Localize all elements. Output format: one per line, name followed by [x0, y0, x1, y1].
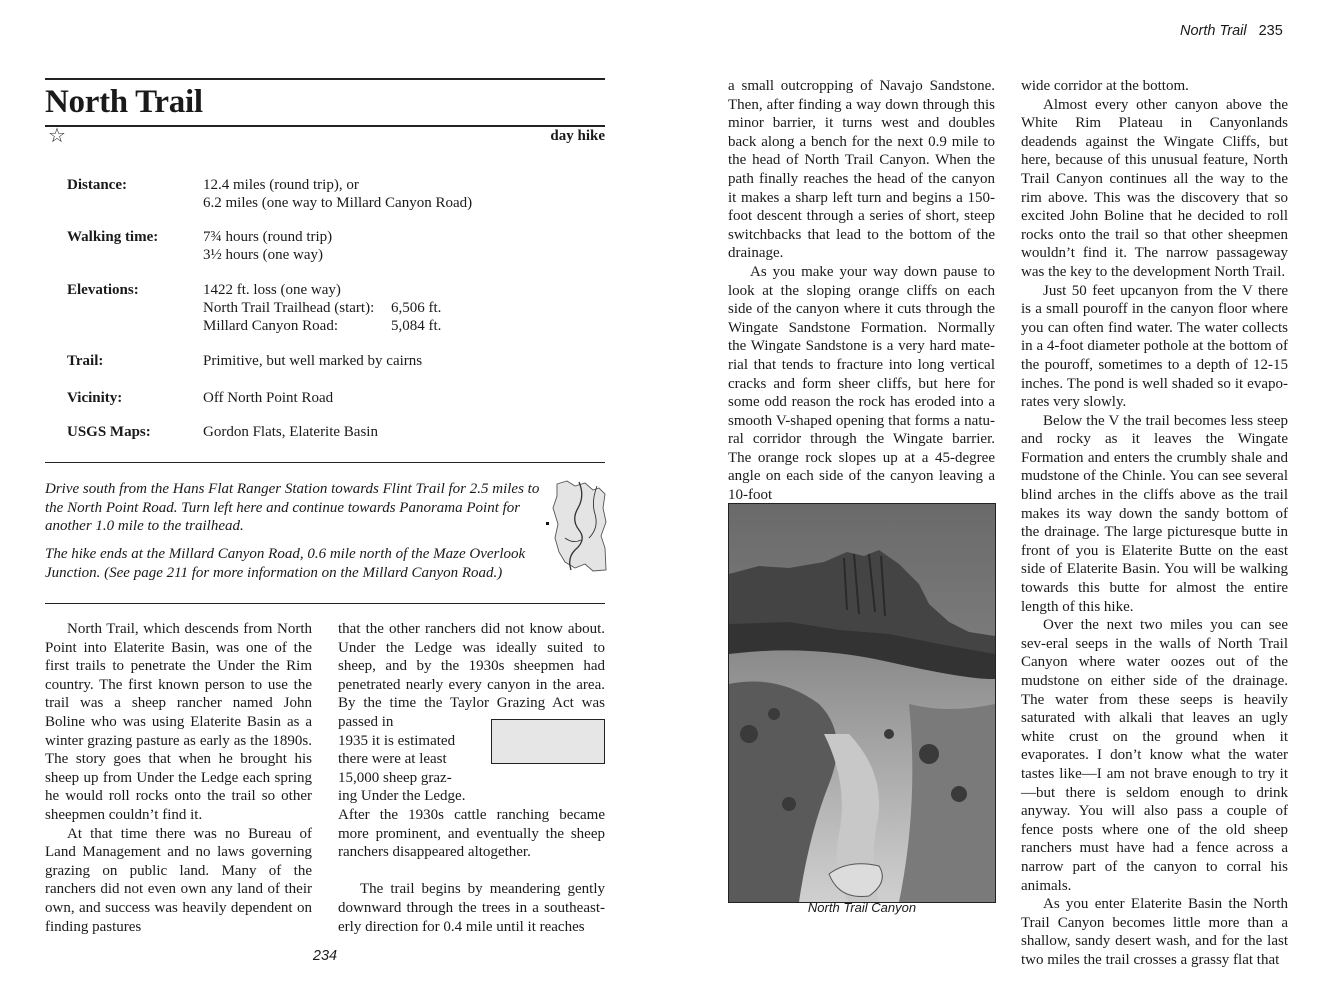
- running-header: [1180, 23, 1283, 39]
- text-line: 1935 it is estimated: [338, 732, 456, 749]
- rating-star-icon: ☆: [48, 125, 66, 147]
- stat-value: Millard Canyon Road:: [203, 318, 338, 334]
- stat-value: 3½ hours (one way): [203, 247, 323, 263]
- stat-label-vicinity: Vicinity:: [67, 390, 123, 406]
- stat-value: 12.4 miles (round trip), or: [203, 177, 359, 193]
- paragraph: Just 50 feet upcanyon from the V there is a small pouroff in the canyon floor where you can often find water. The water collects in a 4-foot diameter pothole at the bottom of the pouroff, sometimes to a depth of 12-15 inches. The pond is well shaded so it evapo-rates very slowly.: [1021, 282, 1288, 411]
- inset-placeholder-box: [491, 719, 605, 764]
- photo-caption: North Trail Canyon: [807, 900, 917, 915]
- body-column-2: [338, 620, 605, 936]
- title-bottom-rule: [45, 125, 605, 127]
- paragraph: Almost every other canyon above the White Rim Plateau in Canyonlands deadends against the Wingate Cliffs, but here, because of this unusual feature, North Trail Canyon continues all the way to the rim above. This was the discovery that so excited John Boline that he decided to roll rocks onto the trail so that other sheepmen wouldn’t find it. The narrow passageway was the key to the development North Trail.: [1021, 96, 1288, 280]
- body-column-3: [728, 77, 995, 505]
- paragraph: wide corridor at the bottom.: [1021, 78, 1189, 94]
- paragraph: The trail begins by meandering gently downward through the trees in a southeast-erly direction for 0.4 mile until it reaches: [338, 881, 605, 935]
- body-column-4: [1021, 77, 1288, 970]
- stat-value: 6.2 miles (one way to Millard Canyon Road): [203, 195, 473, 211]
- stat-value: 1422 ft. loss (one way): [203, 282, 341, 298]
- locator-map-icon: [545, 478, 607, 573]
- paragraph: As you make your way down pause to look at the sloping orange cliffs on each side of the canyon where it cuts through the Wingate Sandstone Formation. Normally the Wingate Sandstone is a very hard mate-rial that tends to fracture into long vertical cracks and form sheer cliffs, but here for some odd reason the rock has eroded into a smooth V-shaped opening that forms a natu-ral corridor through the Wingate barrier. The orange rock slopes up at a 45-degree angle on each side of the canyon leaving a 10-foot: [728, 263, 995, 504]
- stat-value: Off North Point Road: [203, 390, 334, 406]
- stat-label-usgs-maps: USGS Maps:: [67, 424, 151, 440]
- directions-rule: [45, 603, 605, 604]
- paragraph: a small outcropping of Navajo Sandstone. Then, after finding a way down through this minor barrier, it turns west and doubles back along a bench for the next 0.9 mile to the head of North Trail Canyon. When the path finally reaches the head of the canyon it makes a sharp left turn and begins a 150-foot descent through a series of short, steep switchbacks that lead to the bottom of the drainage.: [728, 78, 995, 262]
- paragraph: that the other ranchers did not know about. Under the Ledge was ideally suited to sheep, and by the 1930s sheepmen had penetrated nearly every canyon in the area. By the time the Taylor Grazing Act was passed in: [338, 621, 605, 730]
- text-line: ing Under the Ledge.: [338, 788, 466, 805]
- paragraph: Below the V the trail becomes less steep and rocky as it leaves the Wingate Formation and enters the crumbly shale and mudstone of the Chinle. You can see several blind arches in the cliffs above as the trail makes its way down the sandy bottom of the drainage. The large picturesque butte in front of you is Elaterite Butte on the east side of Elaterite Basin. You will be walking towards this butte for almost the entire length of this hike.: [1021, 412, 1288, 615]
- paragraph: After the 1930s cattle ranching became more prominent, and eventually the sheep ranchers disappeared altogether.: [338, 806, 605, 861]
- stat-label-walking-time: Walking time:: [67, 229, 159, 245]
- stat-label-trail: Trail:: [67, 353, 104, 369]
- stat-elevation: 5,084 ft.: [391, 318, 442, 334]
- page-number-left: 234: [312, 948, 338, 964]
- stats-rule: [45, 462, 605, 463]
- body-column-1: [45, 620, 312, 936]
- stat-value: North Trail Trailhead (start):: [203, 300, 375, 316]
- title-top-rule: [45, 78, 605, 80]
- text-line: 15,000 sheep graz-: [338, 769, 452, 786]
- running-title: North Trail: [1180, 23, 1247, 39]
- page-number-right: 235: [1258, 23, 1283, 39]
- paragraph: North Trail, which descends from North Point into Elaterite Basin, was one of the first trails to penetrate the Under the Rim country. The first known person to use the trail was a sheep rancher named John Boline who was using Elaterite Basin as a winter grazing pasture as early as the 1890s. The story goes that when he brought his sheep up from Under the Ledge each spring he would roll rocks onto the trail so other sheepmen couldn’t find it.: [45, 621, 312, 823]
- stat-elevation: 6,506 ft.: [391, 300, 442, 316]
- stat-label-distance: Distance:: [67, 177, 127, 193]
- hike-type: day hike: [550, 128, 605, 144]
- directions-start: Drive south from the Hans Flat Ranger Station towards Flint Trail for 2.5 miles to the North Point Road. Turn left here and continue towards Panorama Point for another 1.0 mile to the trailhead.: [45, 481, 540, 535]
- stat-label-elevations: Elevations:: [67, 282, 139, 298]
- paragraph: At that time there was no Bureau of Land Management and no laws governing grazing on public land. Many of the ranchers did not even own any land of their own, and success was heavily dependent on finding pastures: [45, 825, 312, 935]
- canyon-photo: [728, 503, 996, 903]
- paragraph: Over the next two miles you can see sev-eral seeps in the walls of North Trail Canyon where water oozes out of the mudstone on either side of the drainage. The water from these seeps is heavily saturated with alkali that leaves an ugly white crust on the ground when it evaporates. I don’t know what the water tastes like—I am not brave enough to try it—but there is seldom enough to drink anyway. You will also pass a couple of fence posts where one of the old sheep ranchers must have had a fence across a narrow part of the canyon to corral his animals.: [1021, 617, 1288, 894]
- stat-value: Primitive, but well marked by cairns: [203, 353, 423, 369]
- directions-end: The hike ends at the Millard Canyon Road, 0.6 mile north of the Maze Overlook Junction. (See page 211 for more information on the Millard Canyon Road.): [45, 546, 526, 581]
- text-line: there were at least: [338, 751, 447, 768]
- stat-value: Gordon Flats, Elaterite Basin: [203, 424, 378, 440]
- stat-value: 7¾ hours (round trip): [203, 229, 333, 245]
- paragraph: As you enter Elaterite Basin the North Trail Canyon becomes little more than a shallow, sandy desert wash, and for the last two miles the trail crosses a grassy flat that: [1021, 896, 1288, 968]
- hike-title: North Trail: [45, 84, 203, 120]
